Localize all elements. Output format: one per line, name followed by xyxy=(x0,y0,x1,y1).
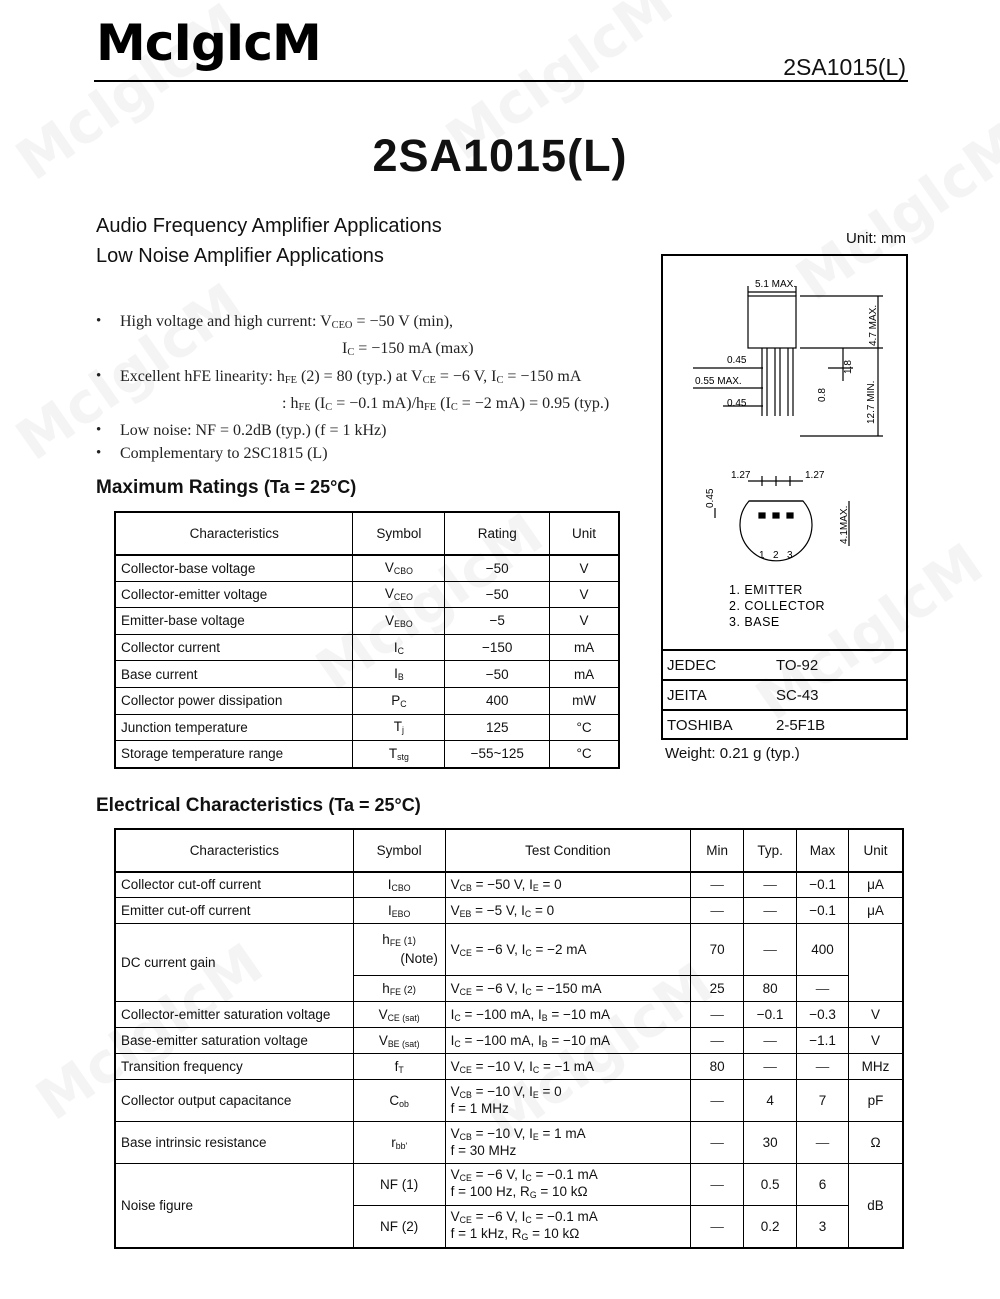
application-line: Audio Frequency Amplifier Applications xyxy=(96,215,442,237)
feature-item-continued: $I_C = -150$ mA (max) xyxy=(342,340,474,358)
dim-label: 1.8 xyxy=(843,360,854,374)
page-title: 2SA1015(L) xyxy=(372,130,628,181)
table-row: Collector-base voltage $V_{CBO}$ −50 V xyxy=(116,555,619,582)
table-row: Emitter cut-off current $I_{EBO}$ $V_{EB} = -5$ V, $I_C = 0$ — — −0.1 μA xyxy=(116,898,903,924)
max-ratings-table xyxy=(115,512,619,768)
table-row: Collector power dissipation $P_C$ 400 mW xyxy=(116,687,619,714)
table-row: Emitter-base voltage $V_{EBO}$ −5 V xyxy=(116,608,619,635)
table-row: Junction temperature $T_j$ 125 °C xyxy=(116,714,619,741)
package-standards xyxy=(661,649,908,739)
column-header: Max xyxy=(797,830,849,872)
electrical-characteristics-table xyxy=(115,829,903,1248)
dim-label: 0.45 xyxy=(705,488,716,508)
column-header: Characteristics xyxy=(116,830,354,872)
table-row: Collector-emitter voltage $V_{CEO}$ −50 V xyxy=(116,581,619,608)
pin-number: 3 xyxy=(787,550,793,561)
unit-note: Unit: mm xyxy=(846,230,906,247)
package-drawing xyxy=(663,256,906,649)
table-row: Base current $I_B$ −50 mA xyxy=(116,661,619,688)
table-row: $h_{FE}$ (2) $V_{CE} = -6$ V, $I_C = -150$ mA 25 80 — xyxy=(116,976,903,1002)
standard-row: JEDEC TO-92 xyxy=(661,649,908,679)
table-header-row xyxy=(116,830,903,872)
column-header: Characteristics xyxy=(116,513,353,555)
table-row: Collector current $I_C$ −150 mA xyxy=(116,634,619,661)
table-row: Base-emitter saturation voltage $V_{BE (sat)}$ $I_C = -100$ mA, $I_B = -10$ mA — — −1.1 V xyxy=(116,1028,903,1054)
dim-label: 4.7 MAX. xyxy=(868,304,879,346)
column-header: Min xyxy=(691,830,744,872)
column-header: Unit xyxy=(550,513,619,555)
pin-label: 1. EMITTER xyxy=(729,583,803,597)
header-part-number: 2SA1015(L) xyxy=(783,54,906,80)
dim-label: 12.7 MIN. xyxy=(866,380,877,424)
package-weight: Weight: 0.21 g (typ.) xyxy=(665,745,800,762)
max-ratings-title: Maximum Ratings (Ta = 25°C) xyxy=(96,477,357,498)
column-header: Typ. xyxy=(744,830,797,872)
standard-row: JEITA SC-43 xyxy=(661,679,908,709)
dim-label: 0.45 xyxy=(727,355,747,366)
feature-item: • Low noise: NF = 0.2dB (typ.) (f = 1 kHz) xyxy=(96,419,609,442)
table-row: Transition frequency $f_T$ $V_{CE} = -10$ V, $I_C = -1$ mA 80 — — MHz xyxy=(116,1054,903,1080)
pin-label: 2. COLLECTOR xyxy=(729,599,826,613)
table-row: Collector-emitter saturation voltage $V_{CE (sat)}$ $I_C = -100$ mA, $I_B = -10$ mA — −0.1 −0.3 V xyxy=(116,1002,903,1028)
pin-number: 1 xyxy=(759,550,765,561)
column-header: Rating xyxy=(445,513,550,555)
dim-label: 1.27 xyxy=(805,470,825,481)
dim-label: 4.1MAX. xyxy=(839,505,850,544)
table-row: Base intrinsic resistance $r_{bb'}$ $V_{CB} = -10$ V, $I_E = 1$ mA f = 30 MHz — 30 — Ω xyxy=(116,1122,903,1164)
table-row: NF (2) $V_{CE} = -6$ V, $I_C = -0.1$ mA f = 1 kHz, $R_G = 10$ kΩ — 0.2 3 xyxy=(116,1206,903,1248)
column-header: Unit xyxy=(849,830,903,872)
dim-label: 1.27 xyxy=(731,470,751,481)
application-line: Low Noise Amplifier Applications xyxy=(96,245,384,267)
table-row: Noise figure NF (1) $V_{CE} = -6$ V, $I_C = -0.1$ mA f = 100 Hz, $R_G = 10$ kΩ — 0.5 6 dB xyxy=(116,1164,903,1206)
feature-item-continued: : $h_{FE}$ ($I_C = -0.1$ $mA)/h_{FE}$ ($I_C = -2$ mA) = 0.95 (typ.) xyxy=(282,395,610,413)
brand-logo: McIgIcM xyxy=(96,14,321,72)
pin-number: 2 xyxy=(773,550,779,561)
table-row: Storage temperature range $T_{stg}$ −55~125 °C xyxy=(116,741,619,768)
standard-row: TOSHIBA 2-5F1B xyxy=(661,709,908,739)
column-header: Symbol xyxy=(353,830,445,872)
table-header-row xyxy=(116,513,619,555)
column-header: Test Condition xyxy=(445,830,691,872)
elec-char-title: Electrical Characteristics (Ta = 25°C) xyxy=(96,795,421,816)
dim-label: 0.8 xyxy=(817,388,828,402)
table-row: Collector cut-off current $I_{CBO}$ $V_{CB} = -50$ V, $I_E = 0$ — — −0.1 μA xyxy=(116,872,903,898)
feature-item: • Complementary to 2SC1815 (L) xyxy=(96,442,609,465)
dim-label: 0.45 xyxy=(727,398,747,409)
package-outline-box xyxy=(661,254,908,740)
feature-item: • Excellent hFE linearity: $h_{FE}$ (2) = 80 (typ.) at $V_{CE} = -6$ V, $I_C = -150$ mA xyxy=(96,365,609,392)
column-header: Symbol xyxy=(353,513,445,555)
dim-label: 5.1 MAX. xyxy=(755,279,797,290)
table-row: Collector output capacitance $C_{ob}$ $V_{CB} = -10$ V, $I_E = 0$ f = 1 MHz — 4 7 pF xyxy=(116,1080,903,1122)
pin-label: 3. BASE xyxy=(729,615,780,629)
table-row: DC current gain $h_{FE}$ (1) (Note) $V_{CE} = -6$ V, $I_C = -2$ mA 70 — 400 xyxy=(116,924,903,976)
feature-list xyxy=(96,310,609,465)
dim-label: 0.55 MAX. xyxy=(695,376,742,387)
applications xyxy=(96,211,442,271)
feature-item: • High voltage and high current: $V_{CEO} = -50$ V (min), xyxy=(96,310,609,337)
header-divider xyxy=(94,80,908,82)
